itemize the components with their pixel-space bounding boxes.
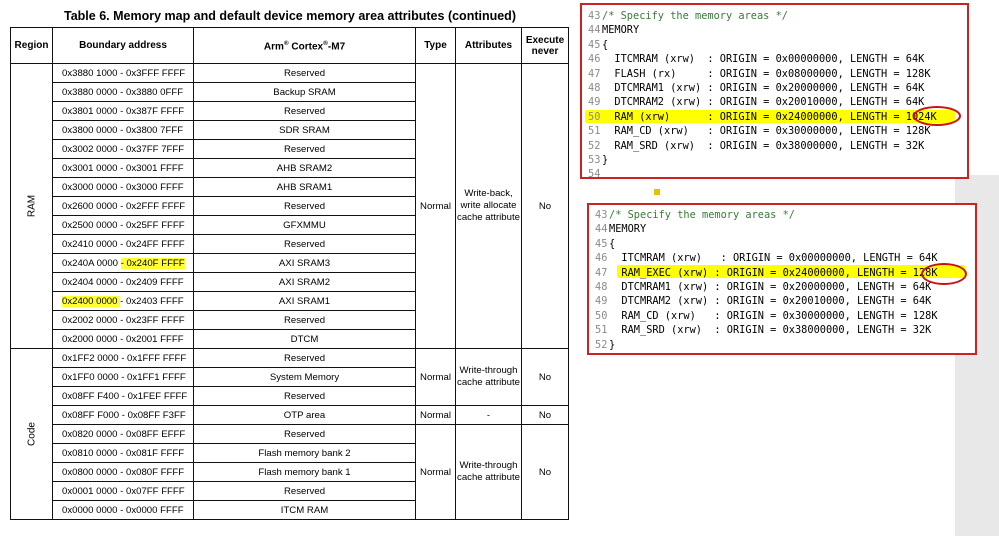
line-number: 48 xyxy=(588,82,601,95)
line-number: 43 xyxy=(595,209,608,221)
code-line xyxy=(588,23,937,37)
memory-area: System Memory xyxy=(194,368,416,387)
memory-area: AXI SRAM2 xyxy=(194,273,416,292)
type-normal: Normal xyxy=(416,406,456,425)
code-line xyxy=(588,9,937,23)
line-number: 54 xyxy=(588,168,601,181)
memory-area: AHB SRAM1 xyxy=(194,178,416,197)
memory-area: Reserved xyxy=(194,235,416,254)
memory-area: AHB SRAM2 xyxy=(194,159,416,178)
table-header-row xyxy=(11,28,569,64)
memory-area: OTP area xyxy=(194,406,416,425)
boundary-address: 0x2000 0000 - 0x2001 FFFF xyxy=(53,330,194,349)
code-line xyxy=(595,251,938,265)
line-text: /* Specify the memory areas */ xyxy=(602,10,788,22)
line-number: 43 xyxy=(588,10,601,22)
datasheet-table-area xyxy=(10,0,570,536)
memory-area: Reserved xyxy=(194,64,416,83)
xn-no: No xyxy=(522,349,569,406)
memory-area: Reserved xyxy=(194,311,416,330)
attr-write-back: Write-back, write allocate cache attribute xyxy=(456,64,522,349)
line-text: ITCMRAM (xrw) : ORIGIN = 0x00000000, LENGTH = 64K xyxy=(609,252,938,265)
line-number: 44 xyxy=(588,24,601,37)
line-number: 46 xyxy=(588,53,601,66)
memory-area: Reserved xyxy=(194,425,416,444)
code-line xyxy=(595,266,938,280)
header-region: Region xyxy=(11,28,53,64)
line-number: 50 xyxy=(595,309,608,322)
code-line xyxy=(595,294,938,308)
code-line xyxy=(588,52,937,66)
boundary-address: 0x08FF F000 - 0x08FF F3FF xyxy=(53,406,194,425)
boundary-address: 0x2600 0000 - 0x2FFF FFFF xyxy=(53,197,194,216)
line-number: 53 xyxy=(588,154,601,167)
line-text: DTCMRAM2 (xrw) : ORIGIN = 0x20010000, LENGTH = 64K xyxy=(602,96,925,109)
circle-128k xyxy=(921,263,967,285)
line-number: 49 xyxy=(595,295,608,308)
line-text: } xyxy=(609,338,616,351)
line-text: { xyxy=(602,38,609,51)
type-normal: Normal xyxy=(416,425,456,520)
type-normal: Normal xyxy=(416,64,456,349)
header-type: Type xyxy=(416,28,456,64)
code-line xyxy=(588,38,937,52)
code-line xyxy=(595,309,938,323)
table-row xyxy=(11,349,569,368)
line-text: } xyxy=(602,154,609,167)
memory-area: Reserved xyxy=(194,482,416,501)
code-line xyxy=(595,323,938,337)
memory-area: DTCM xyxy=(194,330,416,349)
region-code: Code xyxy=(11,349,53,520)
line-text: RAM_CD (xrw) : ORIGIN = 0x30000000, LENGTH = 128K xyxy=(602,125,931,138)
line-number: 52 xyxy=(588,139,601,152)
boundary-address: 0x240A 0000 - 0x240F FFFF xyxy=(53,254,194,273)
boundary-address: 0x1FF0 0000 - 0x1FF1 FFFF xyxy=(53,368,194,387)
memory-area: Reserved xyxy=(194,387,416,406)
boundary-address: 0x0000 0000 - 0x0000 FFFF xyxy=(53,501,194,520)
line-text: MEMORY xyxy=(609,223,647,236)
boundary-address: 0x2404 0000 - 0x2409 FFFF xyxy=(53,273,194,292)
boundary-address: 0x2410 0000 - 0x24FF FFFF xyxy=(53,235,194,254)
line-number: 51 xyxy=(595,324,608,337)
line-number: 47 xyxy=(588,67,601,80)
line-number: 52 xyxy=(595,338,608,351)
header-attributes: Attributes xyxy=(456,28,522,64)
line-text: RAM_EXEC (xrw) : ORIGIN = 0x24000000, LENGTH = 128K xyxy=(609,266,938,279)
line-number: 45 xyxy=(588,38,601,51)
boundary-address: 0x1FF2 0000 - 0x1FFF FFFF xyxy=(53,349,194,368)
memory-area: SDR SRAM xyxy=(194,121,416,140)
code-line xyxy=(588,110,937,124)
boundary-address: 0x3880 0000 - 0x3880 0FFF xyxy=(53,83,194,102)
linker-script-modified xyxy=(587,203,977,355)
memory-area: Flash memory bank 2 xyxy=(194,444,416,463)
line-text: RAM_SRD (xrw) : ORIGIN = 0x38000000, LENGTH = 32K xyxy=(609,324,932,337)
line-number: 45 xyxy=(595,237,608,250)
header-boundary: Boundary address xyxy=(53,28,194,64)
boundary-address: 0x3880 1000 - 0x3FFF FFFF xyxy=(53,64,194,83)
line-text: DTCMRAM1 (xrw) : ORIGIN = 0x20000000, LENGTH = 64K xyxy=(602,82,925,95)
boundary-address: 0x0810 0000 - 0x081F FFFF xyxy=(53,444,194,463)
boundary-address: 0x3002 0000 - 0x37FF 7FFF xyxy=(53,140,194,159)
code-line xyxy=(588,81,937,95)
line-text: ITCMRAM (xrw) : ORIGIN = 0x00000000, LENGTH = 64K xyxy=(602,53,925,66)
boundary-address: 0x2400 0000 - 0x2403 FFFF xyxy=(53,292,194,311)
attr-write-through: Write-through cache attribute xyxy=(456,425,522,520)
line-number: 48 xyxy=(595,281,608,294)
type-normal: Normal xyxy=(416,349,456,406)
boundary-address: 0x0001 0000 - 0x07FF FFFF xyxy=(53,482,194,501)
memory-area: Reserved xyxy=(194,140,416,159)
code-line xyxy=(595,208,938,222)
code-line xyxy=(588,139,937,153)
boundary-address: 0x08FF F400 - 0x1FEF FFFF xyxy=(53,387,194,406)
boundary-address: 0x3800 0000 - 0x3800 7FFF xyxy=(53,121,194,140)
memory-map-table xyxy=(10,27,569,520)
line-text: RAM (xrw) : ORIGIN = 0x24000000, LENGTH = 1024K xyxy=(602,110,937,123)
memory-area: AXI SRAM1 xyxy=(194,292,416,311)
boundary-address: 0x3001 0000 - 0x3001 FFFF xyxy=(53,159,194,178)
line-text: FLASH (rx) : ORIGIN = 0x08000000, LENGTH = 128K xyxy=(602,67,931,80)
region-ram: RAM xyxy=(11,64,53,349)
code-line xyxy=(588,124,937,138)
line-text: MEMORY xyxy=(602,24,640,37)
boundary-address: 0x0820 0000 - 0x08FF EFFF xyxy=(53,425,194,444)
line-text: DTCMRAM1 (xrw) : ORIGIN = 0x20000000, LENGTH = 64K xyxy=(609,281,932,294)
header-arm: Arm® Cortex®-M7 xyxy=(194,28,416,64)
code-line xyxy=(588,167,937,181)
code-line xyxy=(588,95,937,109)
memory-area: ITCM RAM xyxy=(194,501,416,520)
attr-none: - xyxy=(456,406,522,425)
attr-write-through: Write-through cache attribute xyxy=(456,349,522,406)
table-row xyxy=(11,64,569,83)
line-number: 49 xyxy=(588,96,601,109)
xn-no: No xyxy=(522,64,569,349)
code-line xyxy=(588,67,937,81)
boundary-address: 0x2500 0000 - 0x25FF FFFF xyxy=(53,216,194,235)
line-number: 44 xyxy=(595,223,608,236)
memory-area: Reserved xyxy=(194,349,416,368)
line-number: 51 xyxy=(588,125,601,138)
table-title: Table 6. Memory map and default device memory area attributes (continued) xyxy=(64,9,516,23)
line-text: DTCMRAM2 (xrw) : ORIGIN = 0x20010000, LENGTH = 64K xyxy=(609,295,932,308)
memory-area: GFXMMU xyxy=(194,216,416,235)
xn-no: No xyxy=(522,425,569,520)
table-row xyxy=(11,425,569,444)
code-line xyxy=(595,280,938,294)
header-execute-never: Execute never xyxy=(522,28,569,64)
editor-marker-dot xyxy=(654,189,660,195)
table-row xyxy=(11,406,569,425)
memory-area: Flash memory bank 1 xyxy=(194,463,416,482)
code-line xyxy=(595,338,938,352)
memory-area: Backup SRAM xyxy=(194,83,416,102)
code-line xyxy=(595,222,938,236)
code-line xyxy=(595,237,938,251)
linker-script-original xyxy=(580,3,969,179)
line-text: /* Specify the memory areas */ xyxy=(609,209,795,221)
memory-area: Reserved xyxy=(194,102,416,121)
line-text: { xyxy=(609,237,616,250)
boundary-address: 0x2002 0000 - 0x23FF FFFF xyxy=(53,311,194,330)
memory-area: Reserved xyxy=(194,197,416,216)
xn-no: No xyxy=(522,406,569,425)
circle-1024k xyxy=(913,106,961,126)
memory-area: AXI SRAM3 xyxy=(194,254,416,273)
code-line xyxy=(588,153,937,167)
line-number: 46 xyxy=(595,252,608,265)
boundary-address: 0x3000 0000 - 0x3000 FFFF xyxy=(53,178,194,197)
line-text: RAM_SRD (xrw) : ORIGIN = 0x38000000, LENGTH = 32K xyxy=(602,139,925,152)
boundary-address: 0x3801 0000 - 0x387F FFFF xyxy=(53,102,194,121)
line-text: RAM_CD (xrw) : ORIGIN = 0x30000000, LENGTH = 128K xyxy=(609,309,938,322)
boundary-address: 0x0800 0000 - 0x080F FFFF xyxy=(53,463,194,482)
line-number: 47 xyxy=(595,266,608,279)
line-number: 50 xyxy=(588,110,601,123)
